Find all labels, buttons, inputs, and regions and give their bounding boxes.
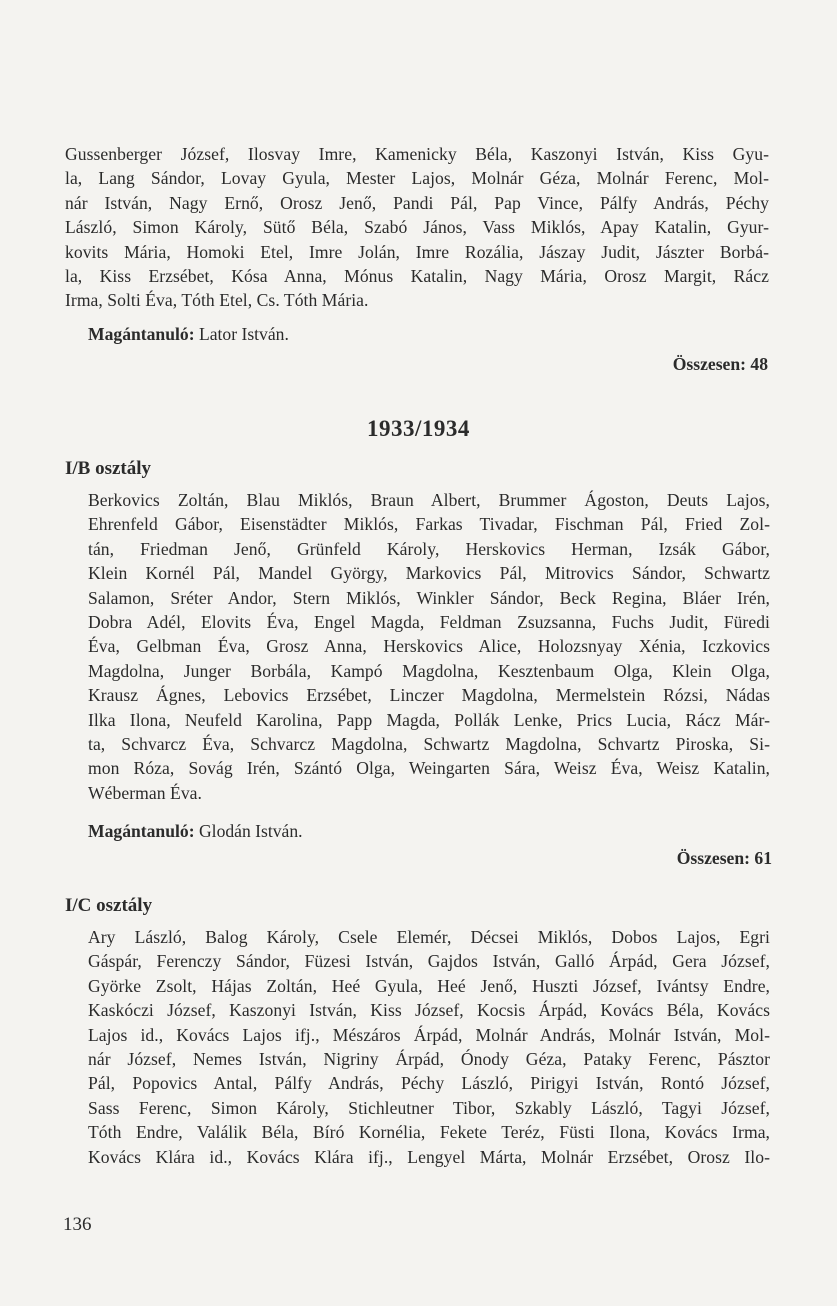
text-line: Kovács Klára id., Kovács Klára ifj., Lengyel Márta, Molnár Erzsébet, Orosz Ilo-: [88, 1146, 770, 1167]
text-line: nár József, Nemes István, Nigriny Árpád, Ónody Géza, Pataky Ferenc, Pásztor: [88, 1049, 770, 1070]
private-student-line: [88, 819, 303, 843]
class-total: Összesen: 48: [672, 354, 768, 374]
text-line: Györke Zsolt, Hájas Zoltán, Heé Gyula, Heé Jenő, Huszti József, Ivántsy Endre,: [88, 975, 770, 996]
private-student-label: Magántanuló:: [88, 324, 195, 344]
text-line: nár István, Nagy Ernő, Orosz Jenő, Pandi Pál, Pap Vince, Pálfy András, Péchy: [65, 192, 769, 213]
text-line: Gáspár, Ferenczy Sándor, Füzesi István, Gajdos István, Galló Árpád, Gera József,: [88, 951, 770, 972]
text-line: Tóth Endre, Valálik Béla, Bíró Kornélia, Fekete Teréz, Füsti Ilona, Kovács Irma,: [88, 1122, 770, 1143]
text-line: Kaskóczi József, Kaszonyi István, Kiss József, Kocsis Árpád, Kovács Béla, Kovács: [88, 1000, 770, 1021]
student-list-ib: [88, 488, 770, 805]
text-line: ta, Schvarcz Éva, Schvarcz Magdolna, Schwartz Magdolna, Schvartz Piroska, Si-: [88, 734, 770, 755]
text-line: Salamon, Sréter Andor, Stern Miklós, Winkler Sándor, Beck Regina, Bláer Irén,: [88, 587, 770, 608]
text-line: kovits Mária, Homoki Etel, Imre Jolán, Imre Rozália, Jászay Judit, Jászter Borbá-: [65, 241, 769, 262]
text-line: la, Kiss Erzsébet, Kósa Anna, Mónus Katalin, Nagy Mária, Orosz Margit, Rácz: [65, 266, 769, 287]
text-line: Wéberman Éva.: [88, 782, 202, 803]
text-line: Ilka Ilona, Neufeld Karolina, Papp Magda, Pollák Lenke, Prics Lucia, Rácz Már-: [88, 709, 770, 730]
text-line: Magdolna, Junger Borbála, Kampó Magdolna, Kesztenbaum Olga, Klein Olga,: [88, 660, 770, 681]
student-list-previous-class: [65, 142, 769, 313]
page-number: 136: [63, 1214, 92, 1235]
text-line: Berkovics Zoltán, Blau Miklós, Braun Albert, Brummer Ágoston, Deuts Lajos,: [88, 490, 770, 510]
text-line: Ary László, Balog Károly, Csele Elemér, Décsei Miklós, Dobos Lajos, Egri: [88, 927, 770, 947]
student-list-ic: [88, 925, 770, 1169]
private-student-label: Magántanuló:: [88, 821, 195, 841]
class-total: Összesen: 61: [676, 848, 772, 868]
text-line: la, Lang Sándor, Lovay Gyula, Mester Lajos, Molnár Géza, Molnár Ferenc, Mol-: [65, 168, 769, 189]
text-line: Krausz Ágnes, Lebovics Erzsébet, Linczer Magdolna, Mermelstein Rózsi, Nádas: [88, 685, 770, 706]
text-line: Klein Kornél Pál, Mandel György, Markovics Pál, Mitrovics Sándor, Schwartz: [88, 563, 770, 584]
text-line: mon Róza, Sovág Irén, Szántó Olga, Weingarten Sára, Weisz Éva, Weisz Katalin,: [88, 758, 770, 779]
text-line: tán, Friedman Jenő, Grünfeld Károly, Herskovics Herman, Izsák Gábor,: [88, 538, 770, 559]
text-line: Irma, Solti Éva, Tóth Etel, Cs. Tóth Mária.: [65, 290, 369, 311]
school-year-heading: 1933/1934: [367, 416, 470, 441]
class-heading-ib: I/B osztály: [65, 458, 152, 479]
text-line: Lajos id., Kovács Lajos ifj., Mészáros Árpád, Molnár András, Molnár István, Mol-: [88, 1024, 770, 1045]
text-line: László, Simon Károly, Sütő Béla, Szabó János, Vass Miklós, Apay Katalin, Gyur-: [65, 217, 769, 238]
text-line: Dobra Adél, Elovits Éva, Engel Magda, Feldman Zsuzsanna, Fuchs Judit, Füredi: [88, 612, 770, 633]
private-student-name: Lator István.: [198, 324, 289, 344]
private-student-name: Glodán István.: [198, 821, 303, 841]
text-line: Gussenberger József, Ilosvay Imre, Kamenicky Béla, Kaszonyi István, Kiss Gyu-: [65, 144, 769, 164]
text-line: Pál, Popovics Antal, Pálfy András, Péchy László, Pirigyi István, Rontó József,: [88, 1073, 770, 1094]
text-line: Ehrenfeld Gábor, Eisenstädter Miklós, Farkas Tivadar, Fischman Pál, Fried Zol-: [88, 514, 770, 535]
text-line: Sass Ferenc, Simon Károly, Stichleutner Tibor, Szkably László, Tagyi József,: [88, 1097, 770, 1118]
private-student-line: [88, 322, 289, 346]
class-heading-ic: I/C osztály: [65, 895, 153, 916]
text-line: Éva, Gelbman Éva, Grosz Anna, Herskovics Alice, Holozsnyay Xénia, Iczkovics: [88, 636, 770, 657]
